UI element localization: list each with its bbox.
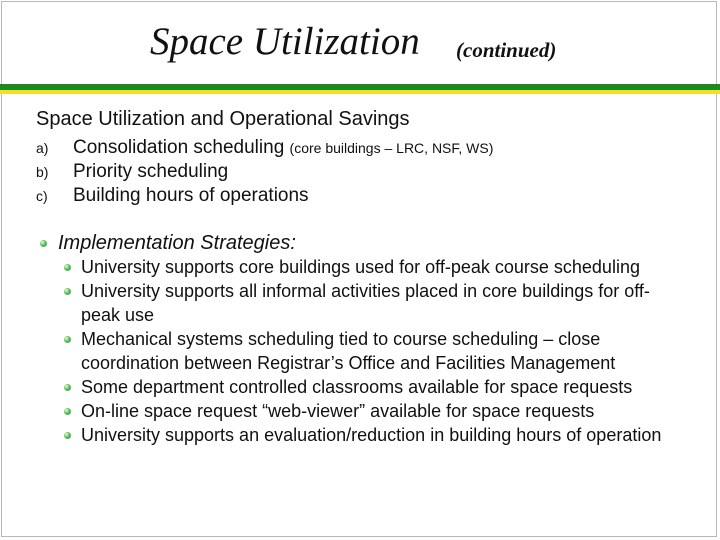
strategies-header: [40, 229, 700, 257]
option-text: [73, 160, 228, 184]
option-note: (core buildings – LRC, NSF, WS): [289, 140, 494, 156]
strategy-list: [64, 255, 684, 447]
option-item: [36, 160, 696, 184]
bullet-icon: [64, 408, 71, 415]
option-letter: a): [36, 140, 49, 156]
slide-title: Space Utilization: [150, 20, 420, 63]
option-item: [36, 184, 696, 208]
option-letter: c): [36, 188, 48, 204]
section-heading: Space Utilization and Operational Savings: [36, 108, 410, 130]
bullet-icon: [64, 336, 71, 343]
strategy-item: [64, 327, 684, 375]
option-letter: b): [36, 164, 49, 180]
strategy-text: Mechanical systems scheduling tied to course scheduling – close coordination between Registrar’s Office and Facilities Management: [81, 329, 616, 373]
bullet-icon: [64, 384, 71, 391]
option-list: [36, 136, 696, 208]
strategy-text: On-line space request “web-viewer” available for space requests: [81, 401, 595, 421]
strategy-text: University supports core buildings used for off-peak course scheduling: [81, 257, 640, 277]
title-divider-yellow: [0, 90, 720, 94]
slide-title-suffix: (continued): [456, 38, 557, 62]
option-label: Priority scheduling: [73, 161, 229, 182]
bullet-icon: [64, 288, 71, 295]
strategies-section: [40, 229, 700, 445]
bullet-icon: [40, 240, 47, 247]
strategy-item: [64, 279, 684, 327]
option-text: [73, 136, 493, 160]
bullet-icon: [64, 432, 71, 439]
strategy-text: University supports an evaluation/reduction in building hours of operation: [81, 425, 662, 445]
strategy-item: [64, 375, 684, 399]
option-label: Building hours of operations: [73, 185, 309, 206]
option-text: [73, 184, 309, 208]
strategy-item: [64, 423, 684, 447]
strategy-text: University supports all informal activities placed in core buildings for off-peak use: [81, 281, 650, 325]
strategy-text: Some department controlled classrooms available for space requests: [81, 377, 633, 397]
strategies-title: Implementation Strategies:: [58, 232, 296, 254]
strategy-item: [64, 255, 684, 279]
option-label: Consolidation scheduling: [73, 137, 290, 158]
strategy-item: [64, 399, 684, 423]
option-item: [36, 136, 696, 160]
title-area: [0, 14, 720, 70]
bullet-icon: [64, 264, 71, 271]
